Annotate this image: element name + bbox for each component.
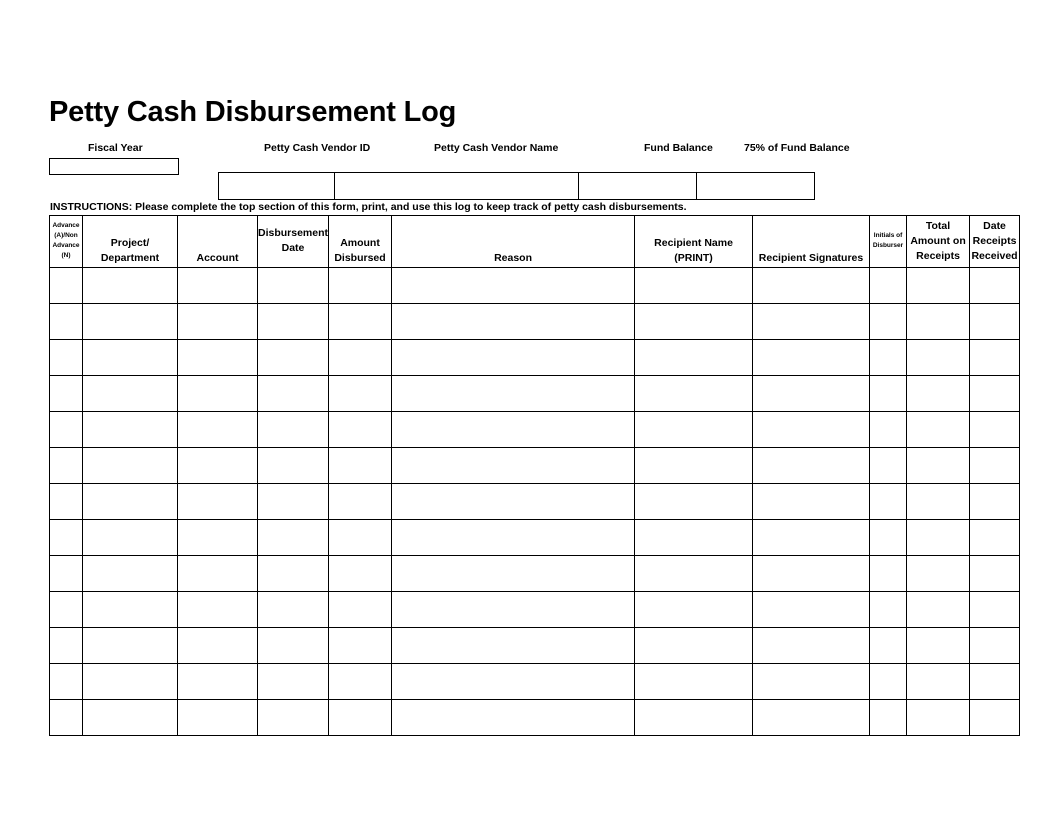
table-cell[interactable]: [870, 448, 907, 484]
table-cell[interactable]: [50, 268, 83, 304]
table-cell[interactable]: [178, 412, 258, 448]
table-cell[interactable]: [258, 592, 329, 628]
table-cell[interactable]: [970, 304, 1020, 340]
table-cell[interactable]: [870, 484, 907, 520]
table-cell[interactable]: [907, 628, 970, 664]
table-cell[interactable]: [83, 628, 178, 664]
fiscal-year-field[interactable]: [49, 158, 179, 175]
table-cell[interactable]: [392, 268, 635, 304]
table-cell[interactable]: [907, 556, 970, 592]
table-cell[interactable]: [83, 484, 178, 520]
table-cell[interactable]: [329, 700, 392, 736]
table-cell[interactable]: [635, 268, 753, 304]
table-cell[interactable]: [635, 556, 753, 592]
table-cell[interactable]: [870, 340, 907, 376]
table-cell[interactable]: [392, 520, 635, 556]
column-header-project: Project/ Department: [83, 216, 178, 268]
column-header-initials: Initials of Disburser: [870, 216, 907, 268]
table-cell[interactable]: [870, 556, 907, 592]
table-cell[interactable]: [970, 664, 1020, 700]
table-cell[interactable]: [635, 664, 753, 700]
table-cell[interactable]: [178, 664, 258, 700]
table-row: [50, 412, 1020, 448]
table-cell[interactable]: [329, 376, 392, 412]
table-cell[interactable]: [258, 700, 329, 736]
table-cell[interactable]: [83, 448, 178, 484]
table-cell[interactable]: [392, 340, 635, 376]
table-cell[interactable]: [635, 412, 753, 448]
table-cell[interactable]: [50, 304, 83, 340]
table-cell[interactable]: [870, 412, 907, 448]
table-cell[interactable]: [970, 520, 1020, 556]
table-cell[interactable]: [392, 412, 635, 448]
table-cell[interactable]: [50, 448, 83, 484]
table-cell[interactable]: [870, 304, 907, 340]
table-cell[interactable]: [258, 268, 329, 304]
table-cell[interactable]: [753, 268, 870, 304]
fund-balance-label: Fund Balance: [644, 142, 713, 154]
table-cell[interactable]: [178, 628, 258, 664]
table-cell[interactable]: [392, 592, 635, 628]
table-cell[interactable]: [870, 376, 907, 412]
table-cell[interactable]: [50, 412, 83, 448]
table-cell[interactable]: [635, 448, 753, 484]
table-header-row: [50, 216, 1020, 268]
table-cell[interactable]: [392, 304, 635, 340]
table-cell[interactable]: [635, 520, 753, 556]
table-cell[interactable]: [635, 484, 753, 520]
instructions-text: INSTRUCTIONS: Please complete the top section of this form, print, and use this log to keep track of petty cash disbursements.: [50, 201, 687, 213]
table-cell[interactable]: [83, 700, 178, 736]
table-cell[interactable]: [178, 700, 258, 736]
table-cell[interactable]: [392, 376, 635, 412]
table-cell[interactable]: [178, 268, 258, 304]
table-cell[interactable]: [178, 484, 258, 520]
table-cell[interactable]: [392, 484, 635, 520]
table-cell[interactable]: [870, 592, 907, 628]
table-cell[interactable]: [329, 484, 392, 520]
table-body: [50, 268, 1020, 736]
table-row: [50, 484, 1020, 520]
table-cell[interactable]: [83, 412, 178, 448]
table-cell[interactable]: [753, 556, 870, 592]
table-cell[interactable]: [392, 628, 635, 664]
table-cell[interactable]: [907, 520, 970, 556]
table-cell[interactable]: [50, 664, 83, 700]
table-cell[interactable]: [50, 556, 83, 592]
table-cell[interactable]: [392, 556, 635, 592]
table-cell[interactable]: [83, 304, 178, 340]
table-cell[interactable]: [329, 592, 392, 628]
table-row: [50, 340, 1020, 376]
table-cell[interactable]: [907, 448, 970, 484]
page-title: Petty Cash Disbursement Log: [49, 96, 457, 128]
table-cell[interactable]: [178, 556, 258, 592]
vendor-name-field[interactable]: [334, 172, 579, 200]
table-cell[interactable]: [753, 700, 870, 736]
table-cell[interactable]: [83, 520, 178, 556]
table-cell[interactable]: [392, 448, 635, 484]
table-cell[interactable]: [907, 664, 970, 700]
table-cell[interactable]: [50, 628, 83, 664]
table-row: [50, 268, 1020, 304]
table-cell[interactable]: [970, 268, 1020, 304]
table-cell[interactable]: [753, 412, 870, 448]
table-cell[interactable]: [753, 376, 870, 412]
table-cell[interactable]: [258, 520, 329, 556]
table-cell[interactable]: [258, 484, 329, 520]
table-cell[interactable]: [83, 592, 178, 628]
table-cell[interactable]: [753, 628, 870, 664]
table-cell[interactable]: [753, 592, 870, 628]
table-row: [50, 448, 1020, 484]
table-cell[interactable]: [178, 304, 258, 340]
table-cell[interactable]: [329, 304, 392, 340]
table-row: [50, 628, 1020, 664]
table-cell[interactable]: [870, 664, 907, 700]
table-cell[interactable]: [258, 412, 329, 448]
table-cell[interactable]: [907, 340, 970, 376]
table-cell[interactable]: [753, 448, 870, 484]
table-cell[interactable]: [970, 592, 1020, 628]
table-cell[interactable]: [870, 268, 907, 304]
fund-balance-field[interactable]: [578, 172, 697, 200]
table-cell[interactable]: [83, 664, 178, 700]
column-header-advance: Advance (A)/Non Advance (N): [50, 216, 83, 268]
table-cell[interactable]: [50, 376, 83, 412]
column-header-total-amount: Total Amount on Receipts: [907, 216, 970, 268]
table-cell[interactable]: [50, 340, 83, 376]
fiscal-year-label: Fiscal Year: [88, 142, 143, 154]
table-cell[interactable]: [753, 520, 870, 556]
table-cell[interactable]: [329, 556, 392, 592]
table-cell[interactable]: [635, 304, 753, 340]
table-cell[interactable]: [970, 628, 1020, 664]
table-cell[interactable]: [178, 376, 258, 412]
table-cell[interactable]: [970, 376, 1020, 412]
table-cell[interactable]: [178, 520, 258, 556]
vendor-id-field[interactable]: [218, 172, 335, 200]
table-cell[interactable]: [258, 376, 329, 412]
table-cell[interactable]: [907, 304, 970, 340]
table-cell[interactable]: [329, 520, 392, 556]
table-cell[interactable]: [753, 484, 870, 520]
table-cell[interactable]: [392, 700, 635, 736]
column-header-date-receipts: Date Receipts Received: [970, 216, 1020, 268]
table-cell[interactable]: [635, 340, 753, 376]
table-cell[interactable]: [50, 484, 83, 520]
table-cell[interactable]: [970, 448, 1020, 484]
table-row: [50, 520, 1020, 556]
table-row: [50, 376, 1020, 412]
table-cell[interactable]: [329, 664, 392, 700]
table-cell[interactable]: [970, 484, 1020, 520]
table-cell[interactable]: [870, 700, 907, 736]
table-row: [50, 556, 1020, 592]
table-cell[interactable]: [392, 664, 635, 700]
fund-75-field[interactable]: [696, 172, 815, 200]
table-row: [50, 700, 1020, 736]
table-cell[interactable]: [907, 412, 970, 448]
column-header-amount-disbursed: Amount Disbursed: [329, 216, 392, 268]
table-cell[interactable]: [870, 628, 907, 664]
table-cell[interactable]: [635, 376, 753, 412]
table-cell[interactable]: [258, 340, 329, 376]
table-cell[interactable]: [178, 592, 258, 628]
table-cell[interactable]: [258, 628, 329, 664]
table-cell[interactable]: [83, 340, 178, 376]
table-cell[interactable]: [635, 592, 753, 628]
table-cell[interactable]: [970, 556, 1020, 592]
table-cell[interactable]: [970, 700, 1020, 736]
table-cell[interactable]: [870, 520, 907, 556]
table-cell[interactable]: [258, 304, 329, 340]
table-row: [50, 304, 1020, 340]
table-cell[interactable]: [753, 664, 870, 700]
table-cell[interactable]: [907, 268, 970, 304]
table-cell[interactable]: [50, 520, 83, 556]
table-cell[interactable]: [329, 628, 392, 664]
table-cell[interactable]: [329, 448, 392, 484]
table-cell[interactable]: [753, 340, 870, 376]
column-header-account: Account: [178, 216, 258, 268]
table-row: [50, 664, 1020, 700]
table-cell[interactable]: [635, 700, 753, 736]
table-cell[interactable]: [178, 448, 258, 484]
table-cell[interactable]: [907, 376, 970, 412]
table-cell[interactable]: [178, 340, 258, 376]
table-cell[interactable]: [83, 376, 178, 412]
table-cell[interactable]: [83, 556, 178, 592]
column-header-recipient-name: Recipient Name (PRINT): [635, 216, 753, 268]
fund-75-label: 75% of Fund Balance: [744, 142, 850, 154]
table-cell[interactable]: [970, 412, 1020, 448]
table-cell[interactable]: [907, 484, 970, 520]
table-cell[interactable]: [50, 592, 83, 628]
table-cell[interactable]: [970, 340, 1020, 376]
table-cell[interactable]: [753, 304, 870, 340]
table-cell[interactable]: [258, 664, 329, 700]
table-cell[interactable]: [329, 340, 392, 376]
table-cell[interactable]: [635, 628, 753, 664]
table-cell[interactable]: [50, 700, 83, 736]
table-cell[interactable]: [329, 412, 392, 448]
table-cell[interactable]: [258, 556, 329, 592]
column-header-disbursement-date: Disbursement Date: [258, 216, 329, 268]
table-row: [50, 592, 1020, 628]
vendor-name-label: Petty Cash Vendor Name: [434, 142, 559, 154]
table-cell[interactable]: [83, 268, 178, 304]
table-cell[interactable]: [907, 592, 970, 628]
column-header-reason: Reason: [392, 216, 635, 268]
table-cell[interactable]: [258, 448, 329, 484]
table-cell[interactable]: [907, 700, 970, 736]
table-cell[interactable]: [329, 268, 392, 304]
disbursement-log-table: [49, 215, 1020, 736]
vendor-id-label: Petty Cash Vendor ID: [264, 142, 371, 154]
column-header-recipient-signatures: Recipient Signatures: [753, 216, 870, 268]
